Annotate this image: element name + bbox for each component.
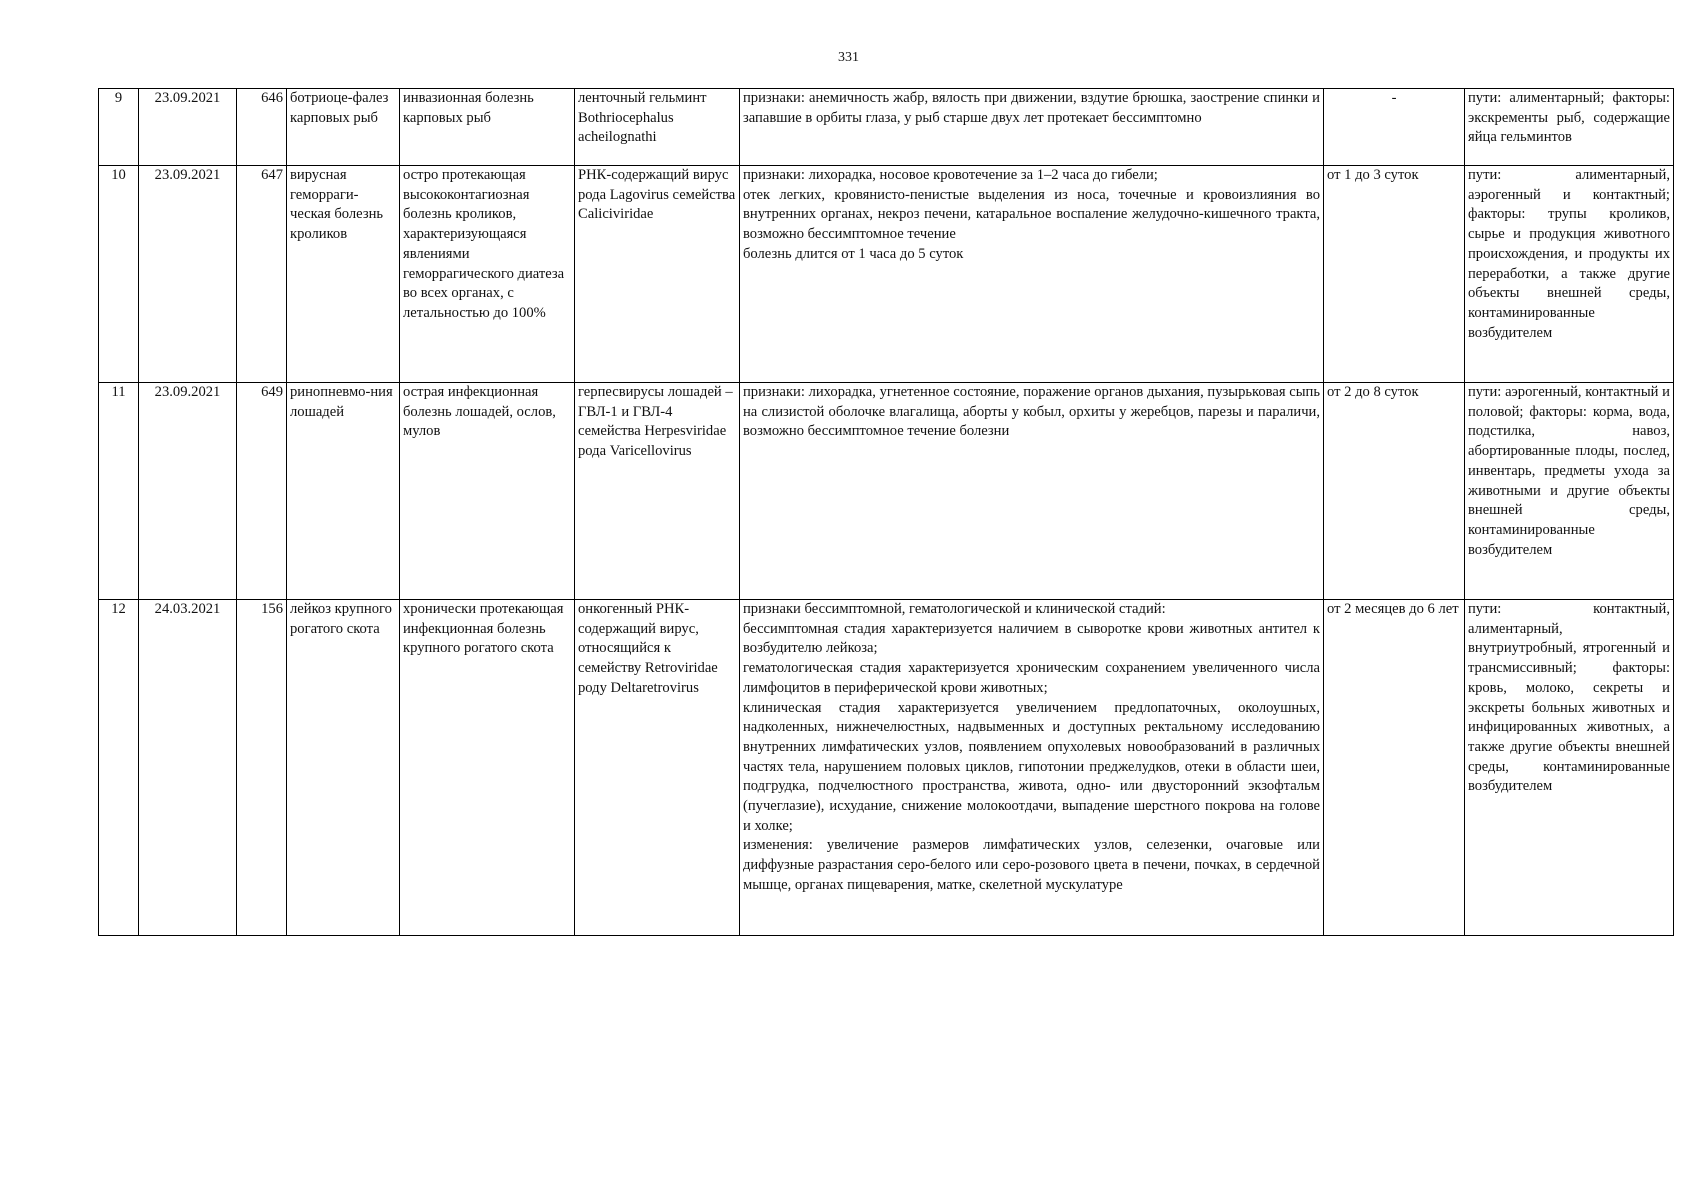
signs-paragraph: клиническая стадия характеризуется увеличением предлопаточных, околоушных, надколенных, нижнечелюстных, надвыменных и доступных ректальному исследованию внутренних лимфатических узлов, появлением опухолевых новообразований в различных частях тела, нарушением половых циклов, гипотонии преджелудков, отеки в области шеи, подгрудка, подчелюстного пространства, живота, одно- или двусторонний экзофтальм (пучеглазие), исхудание, снижение молокоотдачи, выпадение шерстного покрова на голове и холке;: [743, 699, 1320, 834]
signs-paragraph: изменения: увеличение размеров лимфатических узлов, селезенки, очаговые или диффузные разрастания серо-белого или серо-розового цвета в печени, почках, в сердечной мышце, органах пищеварения, матке, скелетной мускулатуре: [743, 837, 1320, 893]
signs-paragraph: отек легких, кровянисто-пенистые выделения из носа, точечные и кровоизлияния во внутренних органах, некроз печени, катаральное воспаление желудочно-кишечного тракта, возможно бессимптомное течение: [743, 186, 1320, 243]
disease-signs: [740, 166, 1324, 383]
signs-paragraph: признаки: лихорадка, угнетенное состояние, поражение органов дыхания, пузырьковая сыпь на слизистой оболочке влагалища, аборты у кобыл, орхиты у жеребцов, парезы и параличи, возможно бессимптомное течение болезни: [743, 384, 1320, 440]
row-code: 649: [237, 383, 287, 600]
disease-definition: острая инфекционная болезнь лошадей, ослов, мулов: [400, 383, 575, 600]
disease-definition: инвазионная болезнь карповых рыб: [400, 89, 575, 166]
disease-signs: [740, 383, 1324, 600]
disease-agent: герпесвирусы лошадей – ГВЛ-1 и ГВЛ-4 семейства Herpesviridae рода Varicellovirus: [575, 383, 740, 600]
signs-paragraph: гематологическая стадия характеризуется хроническим сохранением увеличенного числа лимфоцитов в периферической крови животных;: [743, 660, 1320, 696]
disease-definition: остро протекающая высококонтагиозная болезнь кроликов, характеризующаяся явлениями геморрагического диатеза во всех органах, с летальностью до 100%: [400, 166, 575, 383]
disease-signs: [740, 600, 1324, 936]
signs-paragraph: признаки бессимптомной, гематологической и клинической стадий:: [743, 601, 1166, 617]
row-date: 23.09.2021: [139, 383, 237, 600]
signs-paragraph: болезнь длится от 1 часа до 5 суток: [743, 245, 964, 262]
disease-table: [98, 88, 1674, 936]
table-row: [99, 600, 1674, 936]
incubation-period: от 1 до 3 суток: [1324, 166, 1465, 383]
disease-agent: РНК-содержащий вирус рода Lagovirus семейства Caliciviridae: [575, 166, 740, 383]
transmission-paths: пути: алиментарный, аэрогенный и контактный; факторы: трупы кроликов, сырье и продукция животного происхождения, и продукты их переработки, а также другие объекты внешней среды, контаминированные возбудителем: [1465, 166, 1674, 383]
transmission-paths: пути: аэрогенный, контактный и половой; факторы: корма, вода, подстилка, навоз, абортированные плоды, послед, инвентарь, предметы ухода за животными и другие объекты внешней среды, контаминированные возбудителем: [1465, 383, 1674, 600]
table-row: [99, 89, 1674, 166]
table-row: [99, 383, 1674, 600]
signs-paragraph: признаки: анемичность жабр, вялость при движении, вздутие брюшка, заострение спинки и запавшие в орбиты глаза, у рыб старше двух лет протекает бессимптомно: [743, 90, 1320, 126]
row-date: 23.09.2021: [139, 89, 237, 166]
disease-agent: онкогенный РНК-содержащий вирус, относящийся к семейству Retroviridae роду Deltaretrovirus: [575, 600, 740, 936]
incubation-period: от 2 месяцев до 6 лет: [1324, 600, 1465, 936]
row-code: 646: [237, 89, 287, 166]
transmission-paths: пути: контактный, алиментарный, внутриутробный, ятрогенный и трансмиссивный; факторы: кровь, молоко, секреты и экскреты больных животных и инфицированных животных, а также другие объекты внешней среды, контаминированные возбудителем: [1465, 600, 1674, 936]
row-code: 647: [237, 166, 287, 383]
disease-name: вирусная геморраги-ческая болезнь кроликов: [287, 166, 400, 383]
disease-name: ринопневмо-ния лошадей: [287, 383, 400, 600]
row-code: 156: [237, 600, 287, 936]
disease-definition: хронически протекающая инфекционная болезнь крупного рогатого скота: [400, 600, 575, 936]
page-number: 331: [838, 50, 859, 65]
row-date: 23.09.2021: [139, 166, 237, 383]
incubation-period: от 2 до 8 суток: [1324, 383, 1465, 600]
transmission-paths: пути: алиментарный; факторы: экскременты рыб, содержащие яйца гельминтов: [1465, 89, 1674, 166]
disease-agent: ленточный гельминт Bothriocephalus acheilognathi: [575, 89, 740, 166]
signs-paragraph: признаки: лихорадка, носовое кровотечение за 1–2 часа до гибели;: [743, 167, 1158, 183]
incubation-period: -: [1324, 89, 1465, 166]
row-number: 11: [99, 383, 139, 600]
disease-name: лейкоз крупного рогатого скота: [287, 600, 400, 936]
row-number: 12: [99, 600, 139, 936]
disease-name: ботриоце-фалез карповых рыб: [287, 89, 400, 166]
signs-paragraph: бессимптомная стадия характеризуется наличием в сыворотке крови животных антител к возбудителю лейкоза;: [743, 620, 1320, 657]
row-date: 24.03.2021: [139, 600, 237, 936]
row-number: 9: [99, 89, 139, 166]
disease-signs: [740, 89, 1324, 166]
table-row: [99, 166, 1674, 383]
row-number: 10: [99, 166, 139, 383]
